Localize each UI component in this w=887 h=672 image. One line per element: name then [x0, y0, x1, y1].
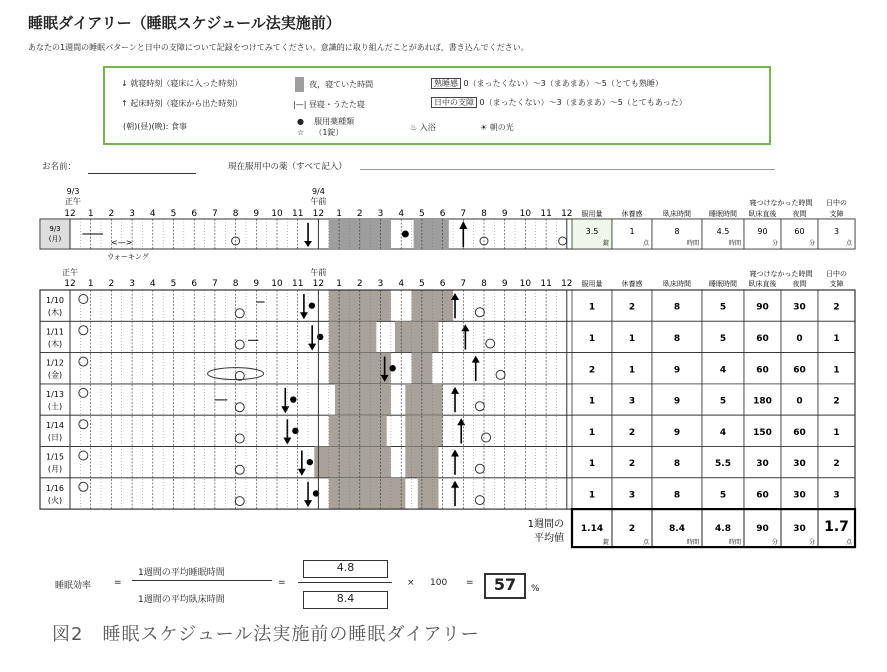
example-pill-icon — [402, 231, 409, 238]
hour-label: 12 — [64, 279, 76, 289]
hour-label: 6 — [191, 279, 198, 289]
hour-label: 1 — [336, 209, 342, 219]
row-value: 1 — [588, 490, 596, 501]
row-value: 2 — [833, 459, 840, 470]
row-dow: (月) — [47, 464, 63, 474]
col-header-dose: 服用量 — [581, 210, 603, 218]
col-header-daytime: 日中の — [826, 270, 847, 278]
row-value: 60 — [756, 490, 769, 501]
avg-unit: 分 — [808, 539, 815, 547]
meal-icon — [79, 326, 88, 335]
hour-label: 5 — [170, 209, 177, 219]
efficiency-result: 57 — [484, 573, 526, 599]
hour-label: 8 — [232, 279, 239, 289]
col-header-daytime-2: 支障 — [829, 280, 844, 288]
hour-label: 1 — [87, 209, 94, 219]
hour-label: 5 — [170, 279, 177, 289]
meal-icon — [235, 309, 244, 318]
row-value: 1 — [833, 365, 840, 376]
sleep-block — [405, 384, 442, 415]
example-value: 4.5 — [716, 227, 730, 236]
pill-icon — [307, 459, 313, 465]
row-dow: (金) — [47, 370, 63, 380]
example-date: 9/3 — [49, 225, 61, 233]
row-value: 2 — [628, 302, 636, 313]
down-arrow-icon: ↓ — [121, 79, 128, 88]
row-value: 8 — [673, 302, 681, 313]
efficiency-percent: % — [531, 584, 540, 594]
row-value: 5 — [719, 333, 727, 344]
meal-icon — [235, 465, 244, 474]
avg-bed-box: 8.4 — [303, 591, 388, 609]
meal-icon — [235, 340, 244, 349]
hour-label: 1 — [336, 279, 342, 289]
hour-label: 5 — [419, 279, 425, 289]
col-header-sleep: 睡眠時間 — [709, 280, 737, 288]
col-header-night: 夜間 — [792, 210, 807, 218]
row-value: 3 — [628, 490, 636, 501]
hour-label: 12 — [312, 279, 325, 289]
row-value: 1 — [628, 365, 636, 376]
meal-icon — [475, 402, 484, 411]
meal-icon — [482, 433, 491, 442]
hour-label: 7 — [460, 279, 467, 289]
row-value: 4 — [719, 427, 727, 438]
row-value: 1 — [588, 459, 596, 470]
example-noon-label: 正午 — [65, 197, 81, 206]
hour-label: 12 — [561, 279, 573, 289]
sleep-block — [329, 478, 406, 509]
name-label: お名前： — [42, 162, 77, 172]
hour-label: 2 — [356, 279, 363, 289]
row-value: 8 — [673, 333, 681, 344]
hour-label: 7 — [212, 209, 218, 219]
example-date-top: 9/3 — [66, 187, 80, 196]
hour-label: 3 — [129, 209, 135, 219]
hour-label: 2 — [356, 209, 363, 219]
hour-label: 1 — [87, 279, 94, 289]
hour-label: 12 — [64, 209, 76, 219]
bath-icon: ♨ — [410, 123, 418, 132]
grid-layer — [40, 187, 855, 547]
noon-label: 正午 — [62, 268, 78, 277]
hour-label: 6 — [191, 209, 198, 219]
hour-label: 10 — [519, 279, 532, 289]
avg-unit: 点 — [642, 539, 649, 547]
row-value: 2 — [628, 459, 636, 470]
row-value: 30 — [793, 490, 806, 501]
example-unit: 時間 — [728, 240, 741, 247]
bedtime-legend: ↓ 就寝時刻（寝床に入った時刻） — [121, 79, 243, 88]
hour-label: 2 — [108, 279, 115, 289]
hour-label: 11 — [540, 279, 552, 289]
example-value: 1 — [629, 227, 635, 236]
row-value: 0 — [796, 333, 803, 344]
row-value: 30 — [793, 459, 806, 470]
hour-label: 8 — [481, 279, 487, 289]
waketime-arrowhead — [451, 387, 459, 394]
col-header-night: 夜間 — [792, 280, 807, 288]
efficiency-fraction-line-1 — [132, 580, 272, 581]
example-date-mid: 9/4 — [311, 187, 325, 196]
medicine-legend: ● 服用薬種類 ☆ （1錠） — [297, 117, 355, 137]
example-value: 3.5 — [585, 227, 599, 236]
example-value: 90 — [757, 227, 768, 236]
example-unit: 点 — [642, 240, 649, 247]
nap-legend: |—| 昼寝・うたた寝 — [293, 100, 365, 109]
hour-label: 10 — [271, 209, 283, 219]
efficiency-eq-2: = — [278, 578, 286, 588]
hour-label: 4 — [398, 209, 405, 219]
col-header-sleep: 睡眠時間 — [709, 210, 737, 218]
hour-label: 11 — [291, 279, 304, 289]
pill-icon: ● — [297, 117, 304, 126]
hour-label: 12 — [312, 209, 325, 219]
hour-label: 11 — [291, 209, 304, 219]
row-value: 60 — [793, 427, 806, 438]
meal-icon — [475, 308, 484, 317]
waketime-arrowhead — [451, 450, 459, 457]
hour-label: 9 — [501, 279, 508, 289]
page-title: 睡眠ダイアリー（睡眠スケジュール法実施前） — [28, 14, 341, 32]
row-date: 1/16 — [46, 483, 64, 493]
col-header-latency: 寝つけなかった時間 — [749, 199, 813, 207]
avg-value: 30 — [793, 524, 806, 535]
meal-icon — [79, 482, 88, 491]
star-icon: ☆ — [297, 128, 305, 137]
avg-value: 90 — [756, 524, 769, 535]
row-dow: (木) — [47, 339, 63, 349]
figure-caption: 図2 睡眠スケジュール法実施前の睡眠ダイアリー — [52, 624, 480, 645]
row-value: 2 — [833, 396, 840, 407]
example-walking-note: ウォーキング — [107, 253, 149, 261]
row-value: 150 — [753, 427, 772, 438]
col-header-bed: 臥床時間 — [663, 280, 691, 288]
efficiency-eq-1: = — [114, 578, 122, 588]
row-date: 1/11 — [46, 327, 64, 337]
example-unit: 点 — [845, 240, 852, 247]
hour-label: 4 — [149, 209, 156, 219]
efficiency-fraction-line-2 — [298, 582, 392, 583]
row-value: 60 — [756, 365, 769, 376]
hour-label: 10 — [271, 279, 283, 289]
avg-label-2: 平均値 — [534, 533, 564, 545]
row-value: 9 — [673, 365, 681, 376]
row-value: 1 — [588, 396, 596, 407]
bath-legend: ♨ 入浴 — [410, 123, 436, 132]
sleep-block — [314, 447, 391, 478]
waketime-legend: ↑ 起床時刻（寝床から出た時刻） — [121, 99, 243, 108]
row-dow: (木) — [47, 308, 63, 317]
hour-label: 3 — [377, 279, 384, 289]
deep-sleep-legend: 熟睡感 0（まったくない）～3（まあまあ）～5（とても熟睡） — [431, 78, 663, 89]
hour-label: 7 — [212, 279, 218, 289]
meal-icon — [496, 370, 505, 379]
hour-label: 9 — [253, 209, 260, 219]
row-value: 2 — [833, 302, 840, 313]
avg-unit: 時間 — [686, 539, 699, 547]
up-arrow-icon: ↑ — [121, 99, 128, 108]
col-header-rest: 休養感 — [621, 280, 643, 288]
row-value: 30 — [793, 302, 806, 313]
row-dow: (日) — [47, 433, 63, 443]
sleep-block — [335, 384, 391, 415]
example-value: 3 — [833, 227, 840, 236]
hour-label: 5 — [419, 209, 425, 219]
row-value: 180 — [753, 396, 772, 407]
hour-label: 4 — [398, 279, 405, 289]
row-value: 1 — [588, 302, 596, 313]
efficiency-label: 睡眠効率 — [55, 581, 92, 591]
avg-sleep-box: 4.8 — [303, 560, 388, 578]
hour-label: 2 — [108, 209, 115, 219]
sleep-block — [395, 321, 438, 352]
sleep-block — [329, 321, 377, 352]
meal-icon — [79, 357, 88, 366]
bedtime-arrowhead — [308, 344, 316, 351]
meal-icon — [486, 339, 495, 348]
avg-value: 1.7 — [824, 519, 849, 536]
sleep-block — [405, 415, 442, 446]
avg-unit: 分 — [771, 539, 778, 547]
row-value: 60 — [756, 333, 769, 344]
daytime-legend: 日中の支障 0（まったくない）～3（まあまあ）～5（とてもあった） — [431, 97, 687, 108]
waketime-arrowhead — [451, 481, 459, 488]
hour-label: 6 — [439, 209, 446, 219]
row-value: 2 — [628, 427, 636, 438]
waketime-arrowhead — [457, 418, 465, 425]
row-date: 1/12 — [46, 358, 64, 368]
col-header-bed: 臥床時間 — [663, 210, 691, 218]
row-value: 1 — [588, 333, 596, 344]
example-sleep-block — [414, 219, 449, 249]
row-value: 5.5 — [715, 459, 731, 470]
hour-label: 3 — [129, 279, 135, 289]
sun-icon: ☀ — [480, 123, 488, 132]
row-value: 1 — [833, 427, 840, 438]
hour-label: 3 — [377, 209, 384, 219]
row-value: 5 — [719, 302, 727, 313]
nap-bar-icon: |—| — [293, 100, 307, 109]
efficiency-numerator-label: 1週間の平均睡眠時間 — [138, 568, 225, 578]
row-value: 60 — [793, 365, 806, 376]
row-dow: (土) — [47, 401, 63, 411]
row-dow: (火) — [47, 495, 63, 505]
waketime-arrowhead — [472, 356, 480, 363]
example-value: 60 — [794, 227, 805, 236]
col-header-rest: 休養感 — [621, 210, 643, 218]
row-value: 90 — [756, 302, 769, 313]
efficiency-eq-3: = — [466, 578, 474, 588]
example-waketime-arrowhead — [459, 221, 467, 229]
row-value: 1 — [833, 333, 840, 344]
row-value: 5 — [719, 396, 727, 407]
avg-unit: 錠 — [602, 539, 609, 547]
hour-label: 9 — [253, 279, 260, 289]
row-value: 8 — [673, 490, 681, 501]
hour-label: 4 — [149, 279, 156, 289]
hour-label: 11 — [540, 209, 552, 219]
example-unit: 錠 — [602, 240, 609, 247]
bedtime-arrowhead — [300, 312, 308, 319]
col-header-onset: 臥床直後 — [748, 210, 777, 218]
example-date-cell — [40, 219, 70, 249]
meal-icon — [79, 420, 88, 429]
col-header-dose: 服用量 — [581, 280, 603, 288]
row-value: 2 — [588, 365, 596, 376]
pill-icon — [389, 365, 395, 371]
row-value: 8 — [673, 459, 681, 470]
waketime-arrowhead — [461, 324, 469, 331]
bedtime-arrowhead — [281, 406, 289, 413]
avg-value: 1.14 — [580, 524, 604, 535]
row-value: 5 — [719, 490, 727, 501]
col-header-latency: 寝つけなかった時間 — [749, 270, 813, 278]
avg-unit: 点 — [845, 539, 852, 547]
row-value: 3 — [833, 490, 840, 501]
efficiency-hundred: 100 — [430, 578, 448, 588]
row-value: 3 — [628, 396, 636, 407]
col-header-daytime: 日中の — [826, 199, 847, 207]
row-value: 4 — [719, 365, 727, 376]
am-label: 午前 — [310, 268, 327, 277]
example-am-label: 午前 — [310, 197, 327, 206]
row-date: 1/13 — [46, 389, 64, 399]
avg-unit: 時間 — [728, 539, 741, 547]
row-value: 30 — [756, 459, 769, 470]
avg-value: 4.8 — [715, 524, 731, 535]
hour-label: 7 — [460, 209, 467, 219]
efficiency-denominator-label: 1週間の平均臥床時間 — [138, 595, 225, 605]
example-meal-icon — [559, 237, 567, 245]
row-value: 1 — [588, 427, 596, 438]
row-date: 1/15 — [46, 452, 64, 462]
efficiency-times: × — [407, 578, 415, 588]
meal-icon — [475, 496, 484, 505]
meal-icon — [235, 434, 244, 443]
hour-label: 12 — [561, 209, 573, 219]
example-value: 8 — [674, 227, 680, 236]
row-date: 1/14 — [46, 421, 64, 431]
example-unit: 分 — [808, 240, 815, 247]
example-unit: 分 — [771, 240, 778, 247]
example-bedtime-arrowhead — [304, 241, 312, 247]
pill-icon — [290, 396, 296, 402]
sleep-block — [329, 415, 387, 446]
night-sleep-legend: 夜，寝ていた時間 — [295, 77, 373, 92]
page-subtitle: あなたの1週間の睡眠パターンと日中の支障について記録をつけてみてください。意識的に取り組んだことがあれば，書き込んでください。 — [28, 43, 529, 52]
example-unit: 時間 — [686, 240, 699, 247]
meals-legend: (朝)(昼)(晩): 食事 — [123, 122, 187, 131]
row-value: 9 — [673, 427, 681, 438]
current-meds-label: 現在服用中の薬（すべて記入） — [228, 162, 347, 172]
row-date: 1/10 — [46, 296, 64, 305]
light-legend: ☀ 朝の光 — [480, 123, 514, 132]
hour-label: 9 — [501, 209, 508, 219]
example-dow: (月) — [48, 235, 62, 243]
hour-label: 8 — [232, 209, 239, 219]
col-header-onset: 臥床直後 — [748, 280, 777, 288]
meal-icon — [235, 497, 244, 506]
row-value: 9 — [673, 396, 681, 407]
avg-value: 2 — [628, 524, 636, 535]
hour-label: 6 — [439, 279, 446, 289]
meal-icon — [475, 464, 484, 473]
avg-value: 8.4 — [669, 524, 685, 535]
hour-label: 8 — [481, 209, 487, 219]
bedtime-arrowhead — [298, 469, 306, 476]
sleep-block — [418, 478, 439, 509]
pill-icon — [309, 302, 315, 308]
row-value: 1 — [628, 333, 636, 344]
meal-icon — [235, 403, 244, 412]
col-header-daytime-2: 支障 — [829, 210, 844, 218]
hour-label: 10 — [519, 209, 532, 219]
avg-label-1: 1週間の — [527, 519, 564, 531]
row-value: 0 — [796, 396, 803, 407]
example-walk-arrow: <—> — [111, 238, 133, 247]
